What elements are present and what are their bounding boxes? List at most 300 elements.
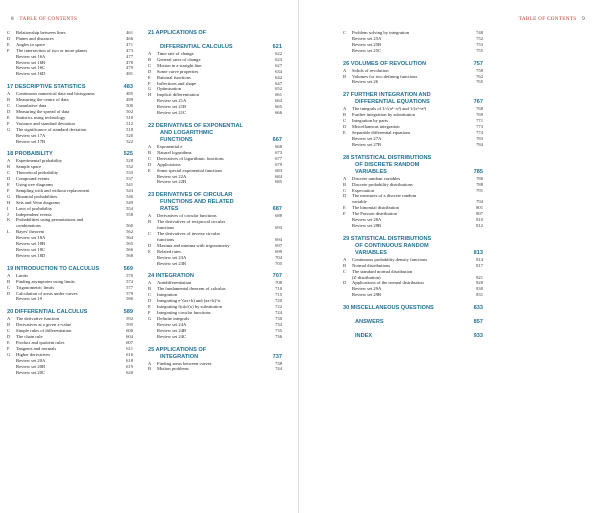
page-ref: 664 xyxy=(275,98,282,104)
section-letter: B xyxy=(7,164,11,170)
section-title: Experimental probability xyxy=(16,158,63,164)
chapter-title: 19 INTRODUCTION TO CALCULUS xyxy=(7,265,100,272)
section-title: Definite integrals xyxy=(157,315,190,321)
running-head-title: TABLE OF CONTENTS xyxy=(518,16,577,22)
page-ref: 502 xyxy=(126,108,133,114)
chapter-title: 18 PROBABILITY xyxy=(7,151,53,158)
page-ref: 592 xyxy=(126,316,133,322)
section-title: Statistics using technology xyxy=(16,114,66,120)
chapter-heading[interactable] xyxy=(148,273,282,280)
section-title: Review set 16D xyxy=(16,71,46,77)
section-letter: C xyxy=(7,284,11,290)
section-letter: H xyxy=(148,92,152,98)
section-letter: A xyxy=(7,316,11,322)
section-letter: G xyxy=(7,193,11,199)
section-letter: F xyxy=(7,345,10,351)
page-ref: 817 xyxy=(476,262,483,268)
page-ref: 549 xyxy=(126,199,133,205)
section-title: Variance and standard deviation xyxy=(16,120,75,126)
chapter-heading[interactable] xyxy=(343,92,483,99)
section-letter: A xyxy=(148,360,152,366)
page-ref: 560 xyxy=(126,223,133,229)
page-ref: 543 xyxy=(126,187,133,193)
running-head-left xyxy=(7,16,77,22)
page-ref: 666 xyxy=(275,110,282,116)
section-title: The Poisson distribution xyxy=(352,211,397,217)
page-ref: 595 xyxy=(126,322,133,328)
section-letter: G xyxy=(7,126,11,132)
page-ref: 794 xyxy=(476,199,483,205)
page-ref: 708 xyxy=(275,280,282,286)
section-title: Review set 18A xyxy=(16,235,46,241)
section-title: Sets and Venn diagrams xyxy=(16,199,60,205)
review-set-entry[interactable] xyxy=(7,71,133,77)
chapter-heading[interactable] xyxy=(343,61,483,68)
section-title: Separable differential equations xyxy=(352,129,411,135)
section-letter: A xyxy=(148,280,152,286)
page-ref: 481 xyxy=(126,71,133,77)
page-ref: 600 xyxy=(126,328,133,334)
review-set-entry[interactable] xyxy=(7,253,133,259)
page-ref: 730 xyxy=(275,315,282,321)
page-ref: 773 xyxy=(476,124,483,130)
section-title: Review set 20B xyxy=(16,363,46,369)
section-title: Optimisation xyxy=(157,86,181,92)
section-letter: F xyxy=(148,310,151,315)
page-ref: 471 xyxy=(126,41,133,47)
review-set-entry[interactable] xyxy=(343,223,483,229)
page-ref: 699 xyxy=(275,248,282,254)
review-set-entry[interactable] xyxy=(343,292,483,298)
page-ref: 520 xyxy=(126,132,133,138)
section-letter: A xyxy=(343,256,347,262)
page-ref: 619 xyxy=(126,363,133,369)
chapter-heading[interactable] xyxy=(343,236,483,243)
section-title: Review set 16B xyxy=(16,59,46,65)
section-title: Antidifferentiation xyxy=(157,280,192,286)
section-title: Cumulative data xyxy=(16,103,47,109)
page-ref: 466 xyxy=(126,35,133,41)
section-letter: C xyxy=(343,30,347,35)
section-title: Review set 16C xyxy=(16,65,46,71)
page-ref: 769 xyxy=(476,112,483,118)
chapter-heading[interactable] xyxy=(343,162,483,169)
page-ref: 683 xyxy=(275,167,282,173)
page-ref: 589 xyxy=(123,309,133,316)
section-title: Review set 25B xyxy=(352,41,382,47)
page-ref: 586 xyxy=(126,296,133,302)
section-title: Binomial probabilities xyxy=(16,193,58,199)
section-title: The chain rule xyxy=(16,334,43,340)
review-set-entry[interactable] xyxy=(148,110,282,116)
page-ref: 667 xyxy=(272,136,282,143)
page-ref: 574 xyxy=(126,278,133,284)
review-set-entry[interactable] xyxy=(148,334,282,340)
section-title: (Z-distribution) xyxy=(352,274,381,280)
section-letter: C xyxy=(148,155,152,161)
page-ref: 673 xyxy=(275,149,282,155)
page-ref: 705 xyxy=(275,260,282,266)
page-ref: 546 xyxy=(126,193,133,199)
section-title: Review set 28A xyxy=(352,217,382,223)
review-set-entry[interactable] xyxy=(7,370,133,376)
chapter-title: DIFFERENTIAL CALCULUS xyxy=(160,44,233,50)
chapter-heading[interactable] xyxy=(7,84,133,91)
page-ref: 830 xyxy=(476,286,483,292)
page-ref: 647 xyxy=(275,80,282,86)
section-letter: D xyxy=(7,334,11,340)
section-title: functions xyxy=(157,236,175,242)
section-title: Review set 22B xyxy=(157,179,187,185)
section-title: Review set 18D xyxy=(16,252,46,258)
section-title: Derivatives at a given x-value xyxy=(16,322,72,328)
section-title: Some curve properties xyxy=(157,68,199,74)
section-title: Motion in a straight line xyxy=(157,62,202,68)
chapter-heading[interactable] xyxy=(148,137,282,144)
section-title: The intersection of two or more planes xyxy=(16,47,88,53)
section-title: Simple rules of differentiation xyxy=(16,328,72,334)
section-letter: D xyxy=(343,193,347,199)
page-ref: 785 xyxy=(473,168,483,175)
section-letter: C xyxy=(7,170,11,176)
page-ref: 755 xyxy=(476,47,483,53)
page-ref: 831 xyxy=(476,292,483,298)
page-ref: 525 xyxy=(123,151,133,158)
section-title: Review set 25C xyxy=(352,47,382,53)
section-title: Expectation xyxy=(352,187,374,193)
section-title: Review set 24C xyxy=(157,333,187,339)
section-title: Review set 27A xyxy=(352,135,382,141)
page-ref: 814 xyxy=(476,256,483,262)
section-title: Finding asymptotes using limits xyxy=(16,278,75,284)
page-ref: 537 xyxy=(126,176,133,182)
section-letter: J xyxy=(7,211,9,217)
section-title: Continuous numerical data and histograms xyxy=(16,91,95,97)
page-ref: 577 xyxy=(126,284,133,290)
section-letter: C xyxy=(148,62,152,68)
review-set-entry[interactable] xyxy=(7,296,133,302)
chapter-heading[interactable] xyxy=(343,319,483,326)
chapter-title: 27 FURTHER INTEGRATION AND xyxy=(343,92,431,99)
section-letter: C xyxy=(7,328,11,334)
chapter-title: 21 APPLICATIONS OF xyxy=(148,30,207,36)
section-letter: B xyxy=(148,219,152,225)
page-ref: 833 xyxy=(473,305,483,312)
review-set-entry[interactable] xyxy=(343,142,483,148)
chapter-title: RATES xyxy=(160,206,179,213)
page-ref: 710 xyxy=(275,286,282,292)
section-title: Review set 23B xyxy=(157,260,187,266)
section-title: Integrating circular functions xyxy=(157,310,211,315)
page-ref: 533 xyxy=(126,170,133,176)
section-title: Motion problems xyxy=(157,366,189,372)
section-title: The binomial distribution xyxy=(352,205,399,211)
section-title: Related rates xyxy=(157,248,181,254)
chapter-heading[interactable] xyxy=(148,130,282,137)
section-letter: D xyxy=(7,176,11,182)
page-ref: 461 xyxy=(126,30,133,35)
page-ref: 765 xyxy=(476,79,483,85)
chapter-title: 24 INTEGRATION xyxy=(148,273,194,280)
page-ref: 621 xyxy=(272,44,282,50)
section-title: Volumes for two defining functions xyxy=(352,73,418,79)
chapter-heading[interactable] xyxy=(148,30,282,37)
section-title: Implicit differentiation xyxy=(157,92,199,98)
page-ref: 568 xyxy=(126,252,133,258)
page-ref: 518 xyxy=(126,126,133,132)
page-ref: 736 xyxy=(275,333,282,339)
page-ref: 762 xyxy=(476,73,483,79)
page-ref: 857 xyxy=(473,319,483,326)
page-ref: 570 xyxy=(126,272,133,278)
page-ref: 604 xyxy=(126,334,133,340)
chapter-heading[interactable] xyxy=(7,309,133,316)
section-letter: A xyxy=(343,106,347,112)
section-title: Applications xyxy=(157,161,181,167)
section-letter: C xyxy=(7,103,11,109)
chapter-heading[interactable] xyxy=(343,155,483,162)
page-ref: 735 xyxy=(275,327,282,333)
page-ref: 720 xyxy=(275,298,282,304)
page-ref: 478 xyxy=(126,59,133,65)
chapter-heading[interactable] xyxy=(7,151,133,158)
chapter-heading[interactable] xyxy=(343,169,483,176)
chapter-heading[interactable] xyxy=(148,44,282,51)
page-ref: 510 xyxy=(126,114,133,120)
page-ref: 687 xyxy=(272,206,282,213)
section-letter: A xyxy=(343,67,347,73)
section-letter: B xyxy=(148,149,152,155)
section-letter: E xyxy=(7,114,10,120)
chapter-heading[interactable] xyxy=(343,243,483,250)
page-ref: 620 xyxy=(126,369,133,375)
page-ref: 771 xyxy=(476,118,483,124)
section-letter: L xyxy=(7,229,10,235)
section-letter: F xyxy=(7,120,10,126)
toc-column xyxy=(148,30,282,372)
section-letter: D xyxy=(7,35,11,41)
section-title: Review set 21B xyxy=(157,104,187,110)
section-title: Trigonometric limits xyxy=(16,284,54,290)
chapter-title: 22 DERIVATIVES OF EXPONENTIAL xyxy=(148,122,243,129)
section-title: Review set 18C xyxy=(16,247,46,252)
page-ref: 528 xyxy=(126,158,133,164)
review-set-entry[interactable] xyxy=(343,79,483,85)
chapter-heading[interactable] xyxy=(148,199,282,206)
section-title: functions xyxy=(157,225,175,231)
section-title: Review set 18B xyxy=(16,241,46,247)
section-letter: A xyxy=(7,272,11,278)
section-letter: B xyxy=(343,262,347,268)
section-title: Miscellaneous integration xyxy=(352,124,400,130)
section-letter: C xyxy=(148,292,152,298)
chapter-heading[interactable] xyxy=(343,305,483,312)
page-ref: 786 xyxy=(476,175,483,181)
page-ref: 558 xyxy=(126,211,133,217)
page-number: 8 xyxy=(11,16,14,22)
page-ref: 767 xyxy=(473,99,483,106)
section-title: Review set 24B xyxy=(157,327,187,333)
page-number: 9 xyxy=(582,16,585,22)
chapter-title: VARIABLES xyxy=(355,168,387,175)
section-title: Planes and distances xyxy=(16,35,54,41)
section-letter: C xyxy=(343,187,347,193)
section-title: Review set 20C xyxy=(16,369,46,375)
chapter-title: INDEX xyxy=(355,333,373,340)
page-ref: 579 xyxy=(126,290,133,296)
section-letter: B xyxy=(343,112,347,118)
page-ref: 783 xyxy=(476,135,483,141)
section-letter: D xyxy=(148,298,152,304)
page-ref: 737 xyxy=(272,353,282,360)
page-ref: 812 xyxy=(476,222,483,228)
chapter-title: 25 APPLICATIONS OF xyxy=(148,346,207,353)
section-letter: B xyxy=(148,56,152,62)
section-letter: B xyxy=(7,97,11,103)
section-letter: A xyxy=(7,158,11,164)
page-ref: 758 xyxy=(476,67,483,73)
section-title: The fundamental theorem of calculus xyxy=(157,286,226,292)
section-title: Bayes' theorem xyxy=(16,229,45,235)
chapter-heading[interactable] xyxy=(148,123,282,130)
section-letter: F xyxy=(7,47,10,53)
section-letter: E xyxy=(148,248,151,254)
section-title: Review set 20A xyxy=(16,357,46,363)
chapter-title: 29 STATISTICAL DISTRIBUTIONS xyxy=(343,235,432,242)
page-ref: 665 xyxy=(275,104,282,110)
page-ref: 734 xyxy=(275,321,282,327)
section-title: Review set 23A xyxy=(157,254,187,260)
review-set-entry[interactable] xyxy=(148,261,282,267)
page-ref: 684 xyxy=(275,173,282,179)
page-ref: 791 xyxy=(476,187,483,193)
page-ref: 774 xyxy=(476,129,483,135)
chapter-title: 30 MISCELLANEOUS QUESTIONS xyxy=(343,305,434,312)
chapter-heading[interactable] xyxy=(343,333,483,340)
section-letter: A xyxy=(148,143,152,149)
page-ref: 522 xyxy=(126,138,133,144)
chapter-heading[interactable] xyxy=(148,206,282,213)
section-title: Review set 16A xyxy=(16,53,46,59)
page-ref: 541 xyxy=(126,182,133,188)
page-ref: 652 xyxy=(275,86,282,92)
page-ref: 483 xyxy=(123,84,133,91)
section-letter: E xyxy=(148,74,151,80)
section-title: Review set 24A xyxy=(157,321,187,327)
section-letter: D xyxy=(7,290,11,296)
page-ref: 477 xyxy=(126,53,133,59)
section-letter: A xyxy=(7,91,11,97)
review-set-entry[interactable] xyxy=(148,179,282,185)
page-ref: 693 xyxy=(275,225,282,231)
page-ref: 697 xyxy=(275,242,282,248)
section-letter: G xyxy=(7,351,11,357)
chapter-title: VARIABLES xyxy=(355,249,387,256)
chapter-heading[interactable] xyxy=(343,99,483,106)
section-title: Higher derivatives xyxy=(16,351,51,357)
page-ref: 554 xyxy=(126,205,133,211)
section-title: The significance of standard deviation xyxy=(16,126,87,132)
review-set-entry[interactable] xyxy=(343,48,483,54)
page-ref: 753 xyxy=(476,41,483,47)
chapter-title: FUNCTIONS xyxy=(160,136,193,143)
page-ref: 562 xyxy=(126,229,133,235)
page-ref: 707 xyxy=(272,273,282,280)
chapter-heading[interactable] xyxy=(148,354,282,361)
toc-column xyxy=(343,30,483,340)
section-title: Derivatives of logarithmic functions xyxy=(157,155,224,161)
section-title: Review set 26 xyxy=(352,79,379,85)
section-title: Limits xyxy=(16,272,28,278)
section-letter: E xyxy=(343,129,346,135)
chapter-title: OF DISCRETE RANDOM xyxy=(355,161,420,168)
section-title: Review set 28B xyxy=(352,222,382,228)
section-title: Maxima and minima with trigonometry xyxy=(157,242,230,248)
chapter-title: ANSWERS xyxy=(355,319,384,326)
page-ref: 512 xyxy=(126,120,133,126)
page-ref: 500 xyxy=(126,103,133,109)
page-ref: 611 xyxy=(126,345,133,351)
page-ref: 688 xyxy=(275,213,282,219)
chapter-title: AND LOGARITHMIC xyxy=(160,129,214,136)
chapter-title: 28 STATISTICAL DISTRIBUTIONS xyxy=(343,154,432,161)
chapter-title: OF CONTINUOUS RANDOM xyxy=(355,242,429,249)
chapter-heading[interactable] xyxy=(148,192,282,199)
section-title: Discrete probability distributions xyxy=(352,181,413,187)
page-ref: 618 xyxy=(126,357,133,363)
page-ref: 532 xyxy=(126,164,133,170)
section-letter: E xyxy=(148,167,151,173)
section-title: variable xyxy=(352,199,367,205)
chapter-title: INTEGRATION xyxy=(160,353,199,360)
page-ref: 677 xyxy=(275,155,282,161)
section-letter: F xyxy=(7,187,10,193)
page-ref: 784 xyxy=(476,141,483,147)
section-title: Review set 17A xyxy=(16,132,46,138)
section-title: General rates of change xyxy=(157,56,201,62)
chapter-heading[interactable] xyxy=(7,266,133,273)
page-ref: 485 xyxy=(126,91,133,97)
page-ref: 634 xyxy=(275,68,282,74)
chapter-title: 20 DIFFERENTIAL CALCULUS xyxy=(7,309,88,316)
page-ref: 622 xyxy=(275,51,282,56)
section-entry[interactable] xyxy=(148,366,282,372)
toc-column xyxy=(7,30,133,375)
chapter-heading[interactable] xyxy=(148,347,282,354)
section-title: Independent events xyxy=(16,211,52,217)
page-ref: 623 xyxy=(275,56,282,62)
section-title: combinations xyxy=(16,223,41,229)
section-letter: D xyxy=(148,242,152,248)
review-set-entry[interactable] xyxy=(7,139,133,145)
section-letter: D xyxy=(343,124,347,130)
section-letter: A xyxy=(343,175,347,181)
chapter-title: DIFFERENTIAL EQUATIONS xyxy=(355,99,430,106)
section-title: Review set 29A xyxy=(352,286,382,292)
page-ref: 489 xyxy=(126,97,133,103)
section-letter: G xyxy=(148,315,152,321)
section-title: The derivatives of inverse circular xyxy=(157,231,221,237)
section-title: Solids of revolution xyxy=(352,67,389,73)
section-title: Exponential e xyxy=(157,143,183,149)
section-title: Review set 27B xyxy=(352,141,382,147)
section-letter: C xyxy=(148,231,152,237)
section-title: Relationship between lines xyxy=(16,30,66,35)
section-letter: H xyxy=(7,199,11,205)
section-letter: K xyxy=(7,217,11,223)
chapter-title: 26 VOLUMES OF REVOLUTION xyxy=(343,60,426,67)
chapter-heading[interactable] xyxy=(343,250,483,257)
